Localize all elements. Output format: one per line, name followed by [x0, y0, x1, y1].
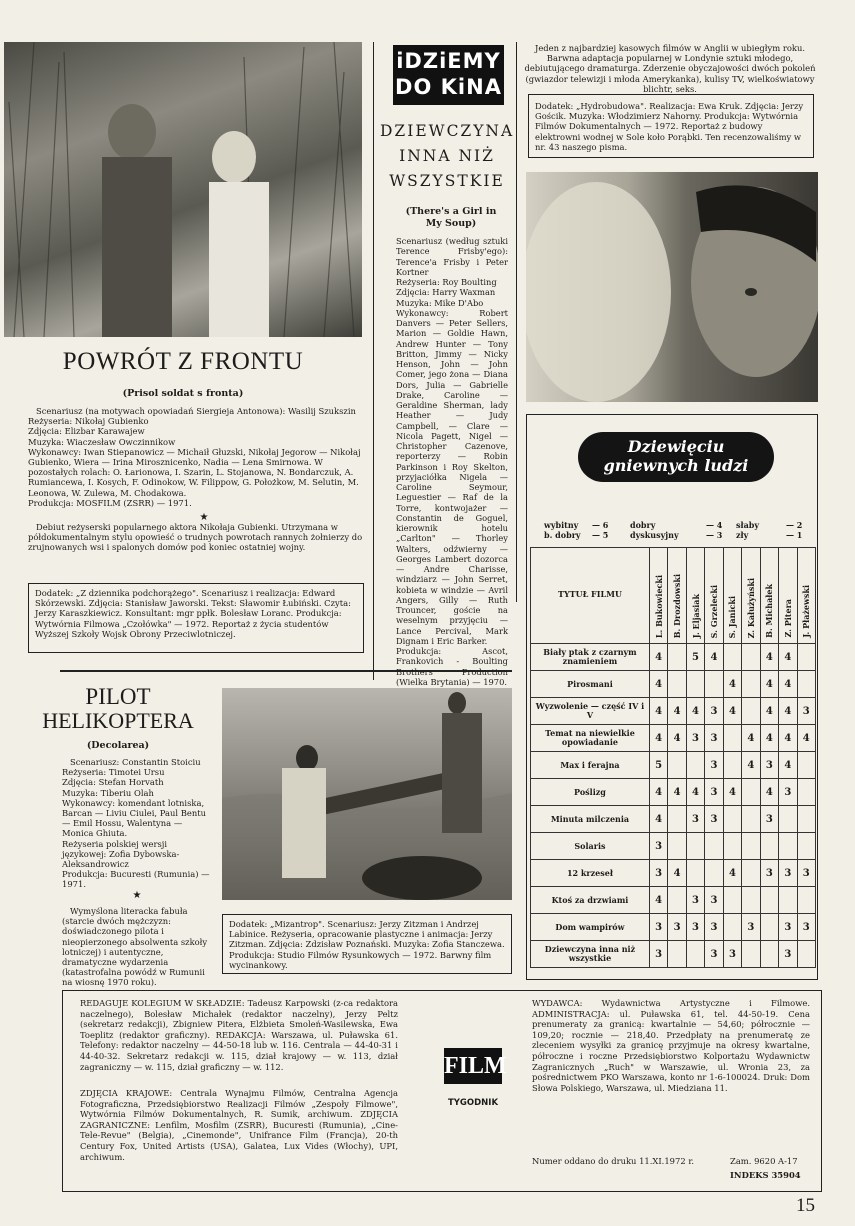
film-title-cell: Biały ptak z czarnym znamieniem — [531, 644, 650, 671]
score-cell — [723, 806, 741, 833]
critic-name: B. Michałek — [764, 584, 775, 638]
score-cell: 4 — [797, 725, 815, 752]
score-cell: 3 — [779, 914, 797, 941]
score-cell — [797, 779, 815, 806]
photo-flood-scene-illustration — [222, 688, 512, 900]
score-cell: 4 — [668, 779, 686, 806]
film1-credits: Scenariusz (na motywach opowiadań Siergieja Antonowa): Wasilij Szukszin Reżyseria: Nikołaj Gubienko Zdjęcia: Elizbar Karawajew Muzyka: Wiaczesław Owczinnikow Wykonawcy: Iwan Stiepanowicz — Michaił Głuzski, Nikołaj Jegorow — Nikołaj Gubienko, Wiera — Irina Mirosznicenko, Nadia — Lena Smirnowa. W pozostałych rolach: O. Łarionowa, I. Szarin, L. Stojanowa, N. Bondarczuk, A. Rumiancewa, I. Kosych, F. Odinokow, W. Filippow, G. Położkow, M. Selutin, M. Leonowa, W. Zulewa, M. Chodakowa. Produkcja: MOSFILM (ZSRR) — 1971. — [28, 406, 361, 508]
ratings-row — [531, 779, 816, 806]
legend-l1e: słaby — [736, 520, 760, 530]
footer-index: INDEKS 35904 — [730, 1170, 801, 1180]
score-cell: 4 — [723, 860, 741, 887]
ratings-row — [531, 914, 816, 941]
photo-flood-scene — [222, 688, 512, 900]
section-logo-line1: iDZiEMY — [396, 49, 501, 73]
score-cell: 4 — [668, 860, 686, 887]
legend-l1b: — 6 — [592, 520, 609, 530]
critic-name: Z. Kałużyński — [745, 577, 756, 638]
critic-name: J. Płażewski — [801, 585, 812, 638]
film2-credits: Scenariusz: Constantin Stoiciu Reżyseria: Timotei Ursu Zdjęcia: Stefan Horvath Muzyka: Tiberiu Olah Wykonawcy: komendant lotniska, Barcan — Liviu Ciulei, Paul Bentu — Emil Hossu, Walentyna — Monica Ghiuta. Reżyseria polskiej wersji językowej: Zofia Dybowska-Aleksandrowicz Produkcja: Bucuresti (Rumunia) — 1971. — [62, 757, 210, 890]
ratings-table — [530, 547, 816, 968]
score-cell — [797, 833, 815, 860]
score-cell: 4 — [760, 725, 778, 752]
score-cell — [742, 644, 760, 671]
critic-header — [742, 548, 760, 644]
legend-l1a: wybitny — [544, 520, 579, 530]
score-cell: 4 — [649, 887, 667, 914]
score-cell: 3 — [705, 725, 723, 752]
section-logo-line2: DO KiNA — [395, 75, 502, 99]
score-cell: 4 — [686, 698, 704, 725]
score-cell: 3 — [760, 860, 778, 887]
score-cell — [668, 752, 686, 779]
score-cell — [668, 941, 686, 968]
score-cell: 3 — [760, 752, 778, 779]
ratings-row — [531, 752, 816, 779]
ratings-row — [531, 806, 816, 833]
critic-header — [649, 548, 667, 644]
ratings-row — [531, 698, 816, 725]
film-title-cell: Dom wampirów — [531, 914, 650, 941]
score-cell — [742, 860, 760, 887]
score-cell — [760, 914, 778, 941]
legend-l2b: — 5 — [592, 530, 609, 540]
score-cell: 4 — [723, 671, 741, 698]
ratings-header-row — [531, 548, 816, 644]
ratings-badge — [578, 432, 774, 482]
film3-intro: Jeden z najbardziej kasowych filmów w Anglii w ubiegłym roku. Barwna adaptacja popularnej w Londynie sztuki młodego, debiutującego dramaturga. Zderzenie obyczajowości dwóch pokoleń (gwiazdor telewizji i młoda Amerykanka), kulisy TV, wielkoświatowy blichtr, seks. — [524, 43, 816, 94]
film3-title-line1: DZIEWCZYNA — [380, 122, 515, 140]
ratings-row — [531, 671, 816, 698]
footer-photos: ZDJĘCIA KRAJOWE: Centrala Wynajmu Filmów, Centralna Agencja Fotograficzna, Przedsiębiorstwo Realizacji Filmów „Zespoły Filmowe", Wytwórnia Filmów Dokumentalnych, R. Sumik, archiwum. ZDJĘCIA ZAGRANICZNE: Lenfilm, Mosfilm (ZSRR), Bucuresti (Rumunia), „Cine-Tele-Revue" (Belgia), „Cinemonde", Unifrance Film (Francja), 20-th Century Fox, United Artists (USA), Galatea, Lux Vides (Włochy), UPI, archiwum. — [80, 1088, 398, 1162]
film3-original-title: (There's a Girl in My Soup) — [405, 206, 497, 229]
score-cell — [797, 671, 815, 698]
critic-name: B. Drozdowski — [672, 573, 683, 638]
film-title-cell: Pirosmani — [531, 671, 650, 698]
score-cell: 3 — [797, 860, 815, 887]
critic-header — [705, 548, 723, 644]
film2-addendum: Dodatek: „Mizantrop". Scenariusz: Jerzy Zitzman i Andrzej Labinice. Reżyseria, opracowanie plastyczne i animacja: Jerzy Zitzman. Zdjęcia: Zdzisław Poznański. Muzyka: Zofia Stanczewa. Produkcja: Studio Filmów Rysunkowych — 1972. Barwny film wycinankowy. — [229, 919, 505, 970]
film-title-cell: Wyzwolenie — część IV i V — [531, 698, 650, 725]
score-cell — [797, 941, 815, 968]
film-title-cell: Dziewczyna inna niż wszystkie — [531, 941, 650, 968]
score-cell: 3 — [742, 914, 760, 941]
score-cell: 4 — [779, 698, 797, 725]
middle-right-rule — [516, 42, 517, 602]
ratings-title-header: TYTUŁ FILMU — [531, 548, 650, 644]
film-logo-sub: TYGODNIK — [447, 1098, 499, 1108]
critic-header — [723, 548, 741, 644]
score-cell — [742, 779, 760, 806]
score-cell: 4 — [723, 779, 741, 806]
score-cell — [723, 725, 741, 752]
score-cell: 4 — [649, 644, 667, 671]
score-cell: 4 — [779, 644, 797, 671]
film1-addendum-box — [28, 583, 364, 653]
score-cell: 3 — [705, 941, 723, 968]
score-cell — [686, 941, 704, 968]
critic-name: L. Bukowiecki — [653, 574, 664, 638]
ratings-body — [531, 644, 816, 968]
score-cell: 3 — [779, 860, 797, 887]
score-cell — [742, 833, 760, 860]
score-cell — [797, 806, 815, 833]
score-cell: 5 — [649, 752, 667, 779]
score-cell: 3 — [797, 914, 815, 941]
score-cell: 4 — [649, 779, 667, 806]
score-cell — [668, 671, 686, 698]
score-cell: 3 — [705, 779, 723, 806]
score-cell — [760, 887, 778, 914]
score-cell: 4 — [742, 752, 760, 779]
score-cell: 3 — [686, 725, 704, 752]
score-cell — [742, 887, 760, 914]
score-cell — [760, 941, 778, 968]
score-cell: 5 — [686, 644, 704, 671]
score-cell — [797, 752, 815, 779]
film2-addendum-box — [222, 914, 512, 974]
score-cell — [723, 887, 741, 914]
footer-order: Zam. 9620 A-17 — [730, 1156, 798, 1166]
score-cell: 4 — [649, 698, 667, 725]
critic-name: Z. Pitera — [782, 599, 793, 638]
score-cell: 3 — [686, 887, 704, 914]
score-cell: 3 — [779, 941, 797, 968]
score-cell — [779, 887, 797, 914]
legend-l1c: dobry — [630, 520, 656, 530]
score-cell: 4 — [760, 644, 778, 671]
score-cell: 4 — [742, 725, 760, 752]
film3-addendum: Dodatek: „Hydrobudowa". Realizacja: Ewa Kruk. Zdjęcia: Jerzy Gościk. Muzyka: Włodzimierz Nahorny. Produkcja: Wytwórnia Filmów Dokumentalnych — 1972. Reportaż z budowy elektrowni wodnej w Sole koło Porąbki. Ten recenzowaliśmy w nr. 43 naszego pisma. — [535, 101, 804, 152]
ratings-row — [531, 887, 816, 914]
score-cell — [742, 698, 760, 725]
legend-l2c: dyskusyjny — [630, 530, 679, 540]
ratings-row — [531, 833, 816, 860]
legend-l2d: — 3 — [706, 530, 723, 540]
score-cell — [779, 806, 797, 833]
film1-subtitle: (Prisol soldat s fronta) — [122, 388, 244, 399]
score-cell — [668, 806, 686, 833]
critic-header — [797, 548, 815, 644]
middle-left-rule — [373, 42, 374, 680]
ratings-row — [531, 644, 816, 671]
film3-addendum-box — [528, 94, 814, 158]
score-cell: 3 — [797, 698, 815, 725]
score-cell: 3 — [760, 806, 778, 833]
score-cell: 3 — [649, 833, 667, 860]
score-cell: 3 — [705, 887, 723, 914]
film-title-cell: Max i ferajna — [531, 752, 650, 779]
score-cell: 4 — [723, 698, 741, 725]
score-cell: 4 — [779, 752, 797, 779]
film-title-cell: Minuta milczenia — [531, 806, 650, 833]
film-logo-text: FILM — [444, 1053, 507, 1079]
photo-couple-closeup-illustration — [526, 172, 818, 402]
score-cell: 4 — [649, 725, 667, 752]
photo-couple-closeup — [526, 172, 818, 402]
film2-star: ★ — [132, 890, 142, 901]
score-cell: 3 — [686, 806, 704, 833]
film1-review: Debiut reżyserski popularnego aktora Nikołaja Gubienki. Utrzymana w półdokumentalnym stylu opowieść o trudnych powrotach rannych żołnierzy do zrujnowanych wsi i spalonych domów pod koniec ostatniej wojny. — [28, 522, 363, 553]
score-cell: 3 — [649, 860, 667, 887]
score-cell: 4 — [779, 671, 797, 698]
score-cell: 3 — [649, 914, 667, 941]
critic-header — [760, 548, 778, 644]
score-cell — [797, 887, 815, 914]
score-cell: 3 — [649, 941, 667, 968]
critic-name: S. Janicki — [727, 595, 738, 638]
score-cell — [742, 671, 760, 698]
photo-soldier-and-woman-illustration — [4, 42, 362, 337]
score-cell — [668, 833, 686, 860]
ratings-badge-line2: gniewnych ludzi — [603, 456, 749, 475]
ratings-row — [531, 860, 816, 887]
score-cell: 3 — [705, 914, 723, 941]
film3-title-line3: WSZYSTKIE — [389, 172, 505, 190]
score-cell — [705, 860, 723, 887]
footer-print-date: Numer oddano do druku 11.XI.1972 r. — [532, 1156, 695, 1166]
score-cell: 4 — [760, 779, 778, 806]
section-logo — [393, 45, 504, 105]
score-cell — [723, 914, 741, 941]
score-cell: 4 — [760, 671, 778, 698]
ratings-legend — [544, 520, 810, 540]
score-cell: 4 — [686, 779, 704, 806]
legend-l2e: zły — [736, 530, 749, 540]
score-cell — [686, 671, 704, 698]
critic-name: J. Eljasiak — [690, 593, 701, 638]
critic-header — [779, 548, 797, 644]
score-cell — [742, 806, 760, 833]
score-cell — [723, 644, 741, 671]
score-cell — [686, 860, 704, 887]
film1-star: ★ — [199, 512, 209, 523]
score-cell — [686, 833, 704, 860]
film-title-cell: Solaris — [531, 833, 650, 860]
film2-title-line2: HELIKOPTERA — [42, 708, 194, 733]
score-cell — [760, 833, 778, 860]
critic-header — [668, 548, 686, 644]
legend-l2a: b. dobry — [544, 530, 581, 540]
ratings-row — [531, 941, 816, 968]
score-cell: 3 — [723, 941, 741, 968]
score-cell — [705, 671, 723, 698]
score-cell: 4 — [649, 671, 667, 698]
film2-review: Wymyślona literacka fabuła (starcie dwóch mężczyzn: doświadczonego pilota i nieopierzonego absolwenta szkoły lotniczej) i autentyczne, dramatyczne wydarzenia (katastrofalna powódź w Rumunii na wiosnę 1970 roku). — [62, 906, 208, 988]
critic-header — [686, 548, 704, 644]
film3-credits: Scenariusz (według sztuki Terence Frisby'ego): Terence'a Frisby i Peter Kortner Reżyseria: Roy Boulting Zdjęcia: Harry Waxman Muzyka: Mike D'Abo Wykonawcy: Robert Danvers — Peter Sellers, Marion — Goldie Hawn, Andrew Hunter — Tony Britton, Jimmy — Nicky Henson, John — John Comer, jego żona — Diana Dors, Julia — Gabrielle Drake, Caroline — Geraldine Sherman, lady Heather — Judy Campbell, — Clare — Nicola Pagett, Nigel — Christopher Cazenove, reporterzy — Robin Parkinson i Roy Skelton, przyjaciółka Nigela — Caroline Seymour, Leguestier — Raf de la Torre, kontwojażer — Constantin de Goguel, kierownik hotelu „Carlton" — Thorley Walters, odźwierny — Georges Lambert dozorca — Andre Charisse, windziarz — John Serret, kobieta w windzie — Avril Angers, Gilly — Ruth Trouncer, goście na weselnym przyjęciu — Lance Percival, Mark Dignam i Eric Barker. Produkcja: Ascot, Frankovich - Boulting Brothers Production (Wielka Brytania) — 1970. — [396, 236, 508, 687]
film1-title: POWRÓT Z FRONTU — [62, 348, 304, 375]
legend-l1f: — 2 — [786, 520, 803, 530]
score-cell: 3 — [779, 779, 797, 806]
film-logo — [444, 1048, 507, 1084]
score-cell: 4 — [668, 725, 686, 752]
score-cell — [705, 833, 723, 860]
score-cell: 4 — [705, 644, 723, 671]
score-cell: 3 — [705, 806, 723, 833]
film-title-cell: Temat na niewielkie opowiadanie — [531, 725, 650, 752]
score-cell — [742, 941, 760, 968]
score-cell — [723, 833, 741, 860]
page-number: 15 — [796, 1195, 815, 1216]
score-cell: 4 — [760, 698, 778, 725]
ratings-row — [531, 725, 816, 752]
legend-l2f: — 1 — [786, 530, 803, 540]
score-cell — [797, 644, 815, 671]
critic-name: S. Grzelecki — [708, 584, 719, 638]
score-cell: 3 — [686, 914, 704, 941]
footer-publisher: WYDAWCA: Wydawnictwa Artystyczne i Filmowe. ADMINISTRACJA: ul. Puławska 61, tel. 44-50-19. Cena prenumeraty za granicą: kwartalnie — 54,60; półrocznie — 109,20; rocznie — 218,40. Przedpłaty na prenumeratę ze zleceniem wysyłki za granicę przyjmuje na okresy kwartalne, półroczne i roczne Przedsiębiorstwo Kolportażu Wydawnictw Zagranicznych „Ruch" w Warszawie, ul. Wronia 23, za pośrednictwem PKO Warszawa, konto nr 1-6-100024. Druk: Dom Słowa Polskiego, Warszawa, ul. Miedziana 11. — [532, 998, 810, 1093]
film-title-cell: Poślizg — [531, 779, 650, 806]
film-title-cell: 12 krzeseł — [531, 860, 650, 887]
film-title-cell: Ktoś za drzwiami — [531, 887, 650, 914]
score-cell: 4 — [668, 698, 686, 725]
score-cell — [668, 887, 686, 914]
score-cell — [723, 752, 741, 779]
score-cell: 4 — [649, 806, 667, 833]
photo-soldier-and-woman — [4, 42, 362, 337]
ratings-badge-line1: Dziewięciu — [627, 437, 725, 456]
film1-addendum: Dodatek: „Z dziennika podchorążego". Scenariusz i realizacja: Edward Skórzewski. Zdjęcia: Stanisław Jaworski. Tekst: Sławomir Łubiński. Czyta: Jerzy Karaszkiewicz. Konsultant: mgr ppłk. Bolesław Loranc. Produkcja: Wytwórnia Filmowa „Czołówka" — 1972. Reportaż z życia studentów Wyższej Szkoły Wojsk Obrony Przeciwlotniczej. — [35, 588, 351, 639]
footer-editorial: REDAGUJE KOLEGIUM W SKŁADZIE: Tadeusz Karpowski (z-ca redaktora naczelnego), Bolesław Michałek (redaktor naczelny), Jerzy Peltz (sekretarz redakcji), Zbigniew Pitera, Elżbieta Smoleń-Wasilewska, Ewa Toeplitz (redaktor graficzny). REDAKCJA: Warszawa, ul. Puławska 61. Telefony: redaktor naczelny — 44-50-18 lub w. 116. Centrala — 44-40-31 i 44-40-32. Sekretarz redakcji w. 115, dział krajowy — w. 113, dział zagraniczny — w. 115, dział graficzny — w. 112. — [80, 998, 398, 1072]
score-cell: 3 — [705, 698, 723, 725]
score-cell — [686, 752, 704, 779]
score-cell: 3 — [705, 752, 723, 779]
film2-subtitle: (Decolarea) — [86, 740, 150, 751]
film3-title-line2: INNA NIŻ — [399, 147, 495, 165]
score-cell: 3 — [668, 914, 686, 941]
score-cell: 4 — [779, 725, 797, 752]
score-cell — [668, 644, 686, 671]
score-cell — [779, 833, 797, 860]
film2-title-line1: PILOT — [85, 684, 151, 709]
legend-l1d: — 4 — [706, 520, 723, 530]
